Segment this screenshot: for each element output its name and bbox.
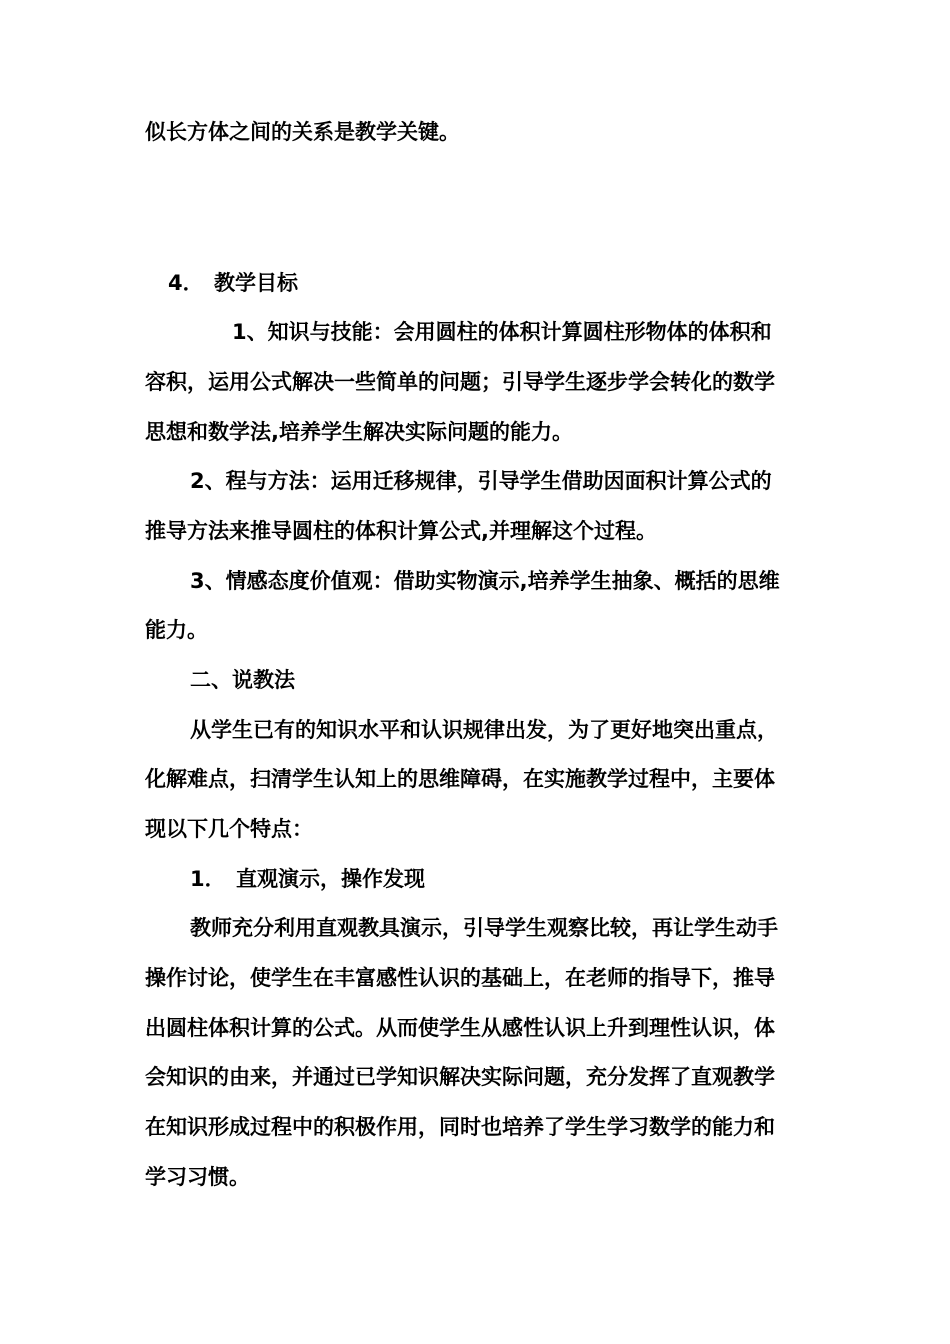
section-4-number: 4． [168,271,204,295]
section-4-heading [168,268,298,298]
point-1-body-line-1: 教师充分利用直观教具演示，引导学生观察比较，再让学生动手 [190,916,778,940]
point-1-body-line-6: 学习习惯。 [145,1165,250,1189]
point-1-body-line-4: 会知识的由来，并通过已学知识解决实际问题，充分发挥了直观教学 [145,1065,775,1089]
method-intro-line-3: 现以下几个特点： [145,817,313,841]
method-intro-line-1: 从学生已有的知识水平和认识规律出发，为了更好地突出重点， [190,718,778,742]
objective-2-line-2: 推导方法来推导圆柱的体积计算公式,并理解这个过程。 [145,519,657,543]
method-intro-line-2: 化解难点，扫清学生认知上的思维障碍，在实施教学过程中，主要体 [145,767,775,791]
point-1-title: 直观演示，操作发现 [236,867,425,891]
continuation-line: 似长方体之间的关系是教学关键。 [145,120,460,144]
objective-1-line-1: 1、知识与技能：会用圆柱的体积计算圆柱形物体的体积和 [232,320,772,344]
objective-3-line-1: 3、情感态度价值观：借助实物演示,培养学生抽象、概括的思维 [190,569,780,593]
point-1-body-line-3: 出圆柱体积计算的公式。从而使学生从感性认识上升到理性认识，体 [145,1016,775,1040]
point-1-heading [190,864,425,894]
point-1-body-line-2: 操作讨论，使学生在丰富感性认识的基础上，在老师的指导下，推导 [145,966,775,990]
objective-2-line-1: 2、程与方法：运用迁移规律，引导学生借助因面积计算公式的 [190,469,772,493]
point-1-number: 1． [190,867,226,891]
section-4-title: 教学目标 [214,271,298,295]
objective-3-line-2: 能力。 [145,618,208,642]
point-1-body-line-5: 在知识形成过程中的积极作用，同时也培养了学生学习数学的能力和 [145,1115,775,1139]
section-two-heading: 二、说教法 [190,668,295,692]
objective-1-line-2: 容积，运用公式解决一些简单的问题；引导学生逐步学会转化的数学 [145,370,775,394]
objective-1-line-3: 思想和数学法,培养学生解决实际问题的能力。 [145,420,573,444]
